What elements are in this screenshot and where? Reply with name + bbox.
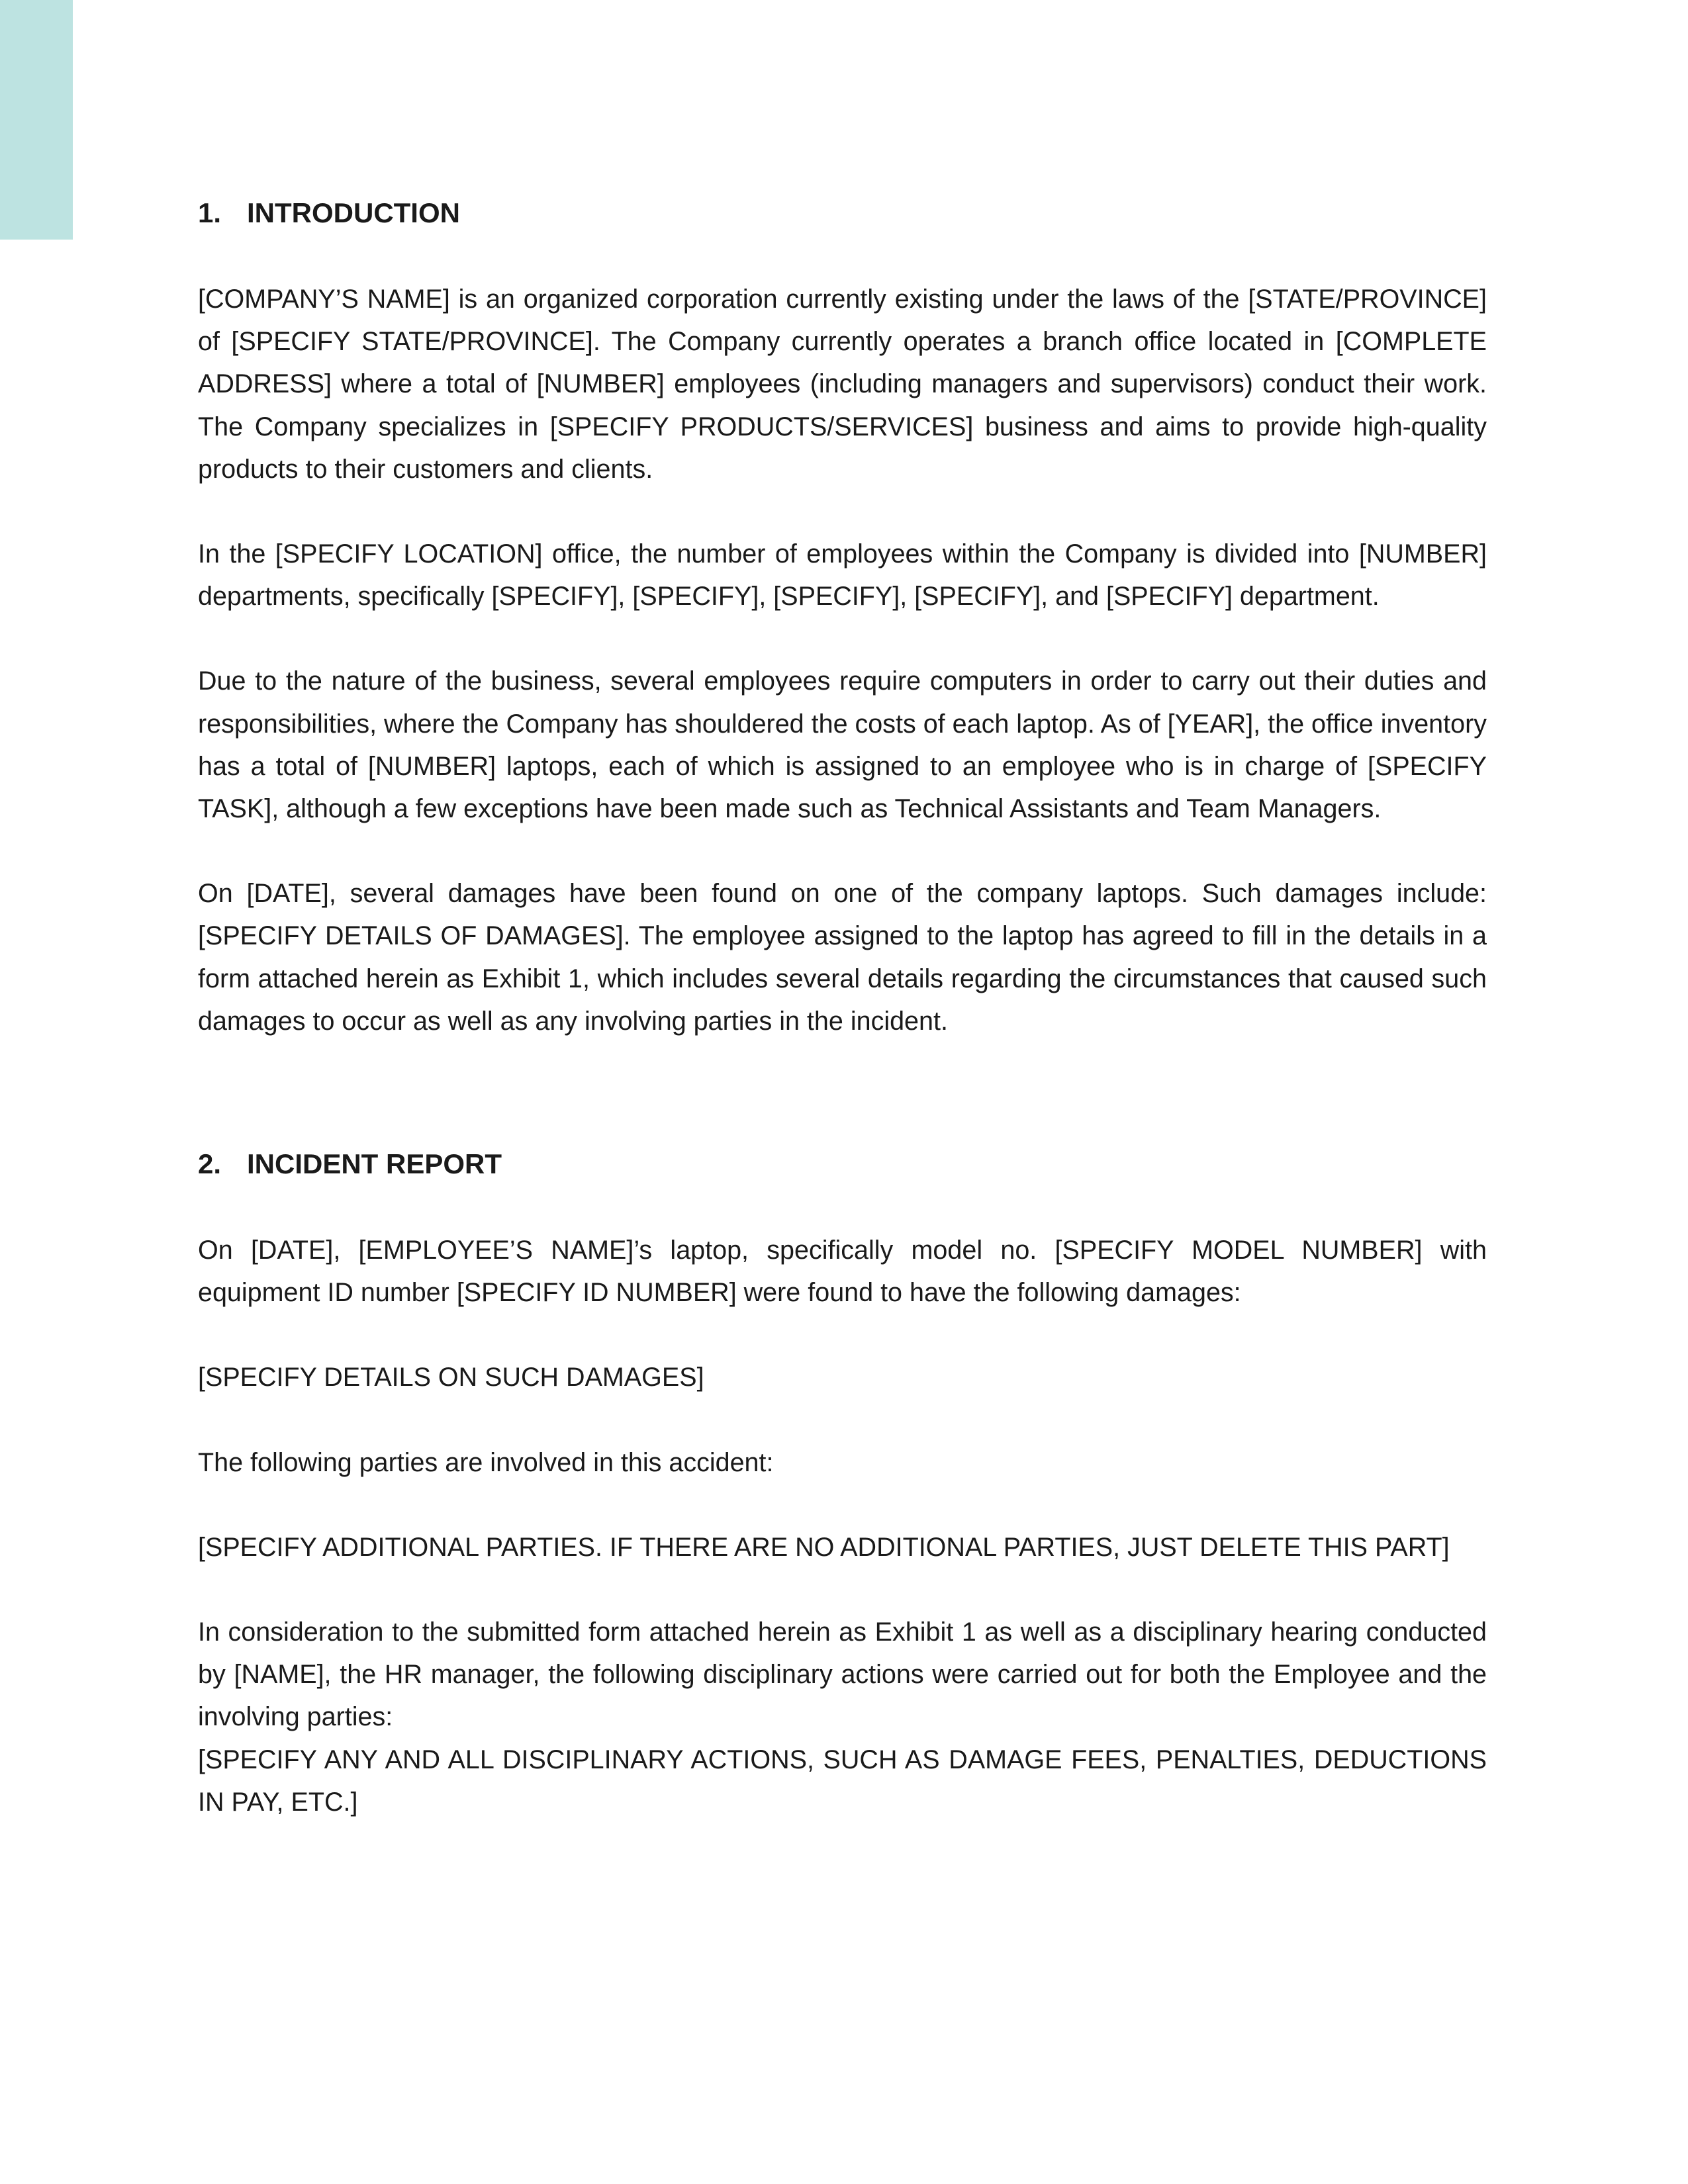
paragraph-company-overview: [COMPANY’S NAME] is an organized corporation currently existing under the laws of the [STATE/PROVINCE] of [SPECIFY STATE/PROVINCE]. The Company currently operates a branch office located in [COMPLETE ADDRESS] where a total of [NUMBER] employees (including managers and supervisors) conduct their work. The Company specializes in [SPECIFY PRODUCTS/SERVICES] business and aims to provide high-quality products to their customers and clients. xyxy=(198,285,1487,484)
section-heading-introduction xyxy=(198,192,1487,234)
paragraph-additional-parties-placeholder: [SPECIFY ADDITIONAL PARTIES. IF THERE ARE NO ADDITIONAL PARTIES, JUST DELETE THIS PART] xyxy=(198,1532,1450,1562)
paragraph-laptop-inventory: Due to the nature of the business, several employees require computers in order to carry out their duties and responsibilities, where the Company has shouldered the costs of each laptop. As of [YEAR], the office inventory has a total of [NUMBER] laptops, each of which is assigned to an employee who is in charge of [SPECIFY TASK], although a few exceptions have been made such as Technical Assistants and Team Managers. xyxy=(198,666,1487,824)
section-heading-incident-report xyxy=(198,1143,1487,1185)
paragraph-disciplinary-actions-placeholder: [SPECIFY ANY AND ALL DISCIPLINARY ACTIONS, SUCH AS DAMAGE FEES, PENALTIES, DEDUCTIONS IN PAY, ETC.] xyxy=(198,1745,1487,1817)
document-body xyxy=(198,192,1487,1823)
paragraph-involved-parties-intro: The following parties are involved in this accident: xyxy=(198,1447,774,1477)
paragraph-departments: In the [SPECIFY LOCATION] office, the number of employees within the Company is divided into [NUMBER] departments, specifically [SPECIFY], [SPECIFY], [SPECIFY], [SPECIFY], and [SPECIFY] department. xyxy=(198,539,1487,612)
paragraph-damage-details-placeholder: [SPECIFY DETAILS ON SUCH DAMAGES] xyxy=(198,1363,704,1392)
section-number: 2. xyxy=(198,1148,222,1180)
section-number: 1. xyxy=(198,197,222,228)
accent-tab xyxy=(0,0,73,240)
section-title: INTRODUCTION xyxy=(247,197,460,228)
paragraph-damages-found: On [DATE], several damages have been found on one of the company laptops. Such damages include: [SPECIFY DETAILS OF DAMAGES]. The employee assigned to the laptop has agreed to fill in the details in a form attached herein as Exhibit 1, which includes several details regarding the circumstances that caused such damages to occur as well as any involving parties in the incident. xyxy=(198,879,1487,1036)
paragraph-incident-details: On [DATE], [EMPLOYEE’S NAME]’s laptop, specifically model no. [SPECIFY MODEL NUMBER] with equipment ID number [SPECIFY ID NUMBER] were found to have the following damages: xyxy=(198,1236,1487,1308)
section-spacer xyxy=(198,1085,1487,1143)
paragraph-disciplinary-consideration: In consideration to the submitted form attached herein as Exhibit 1 as well as a disciplinary hearing conducted by [NAME], the HR manager, the following disciplinary actions were carried out for both the Employee and the involving parties: xyxy=(198,1617,1487,1732)
section-title: INCIDENT REPORT xyxy=(247,1148,502,1180)
